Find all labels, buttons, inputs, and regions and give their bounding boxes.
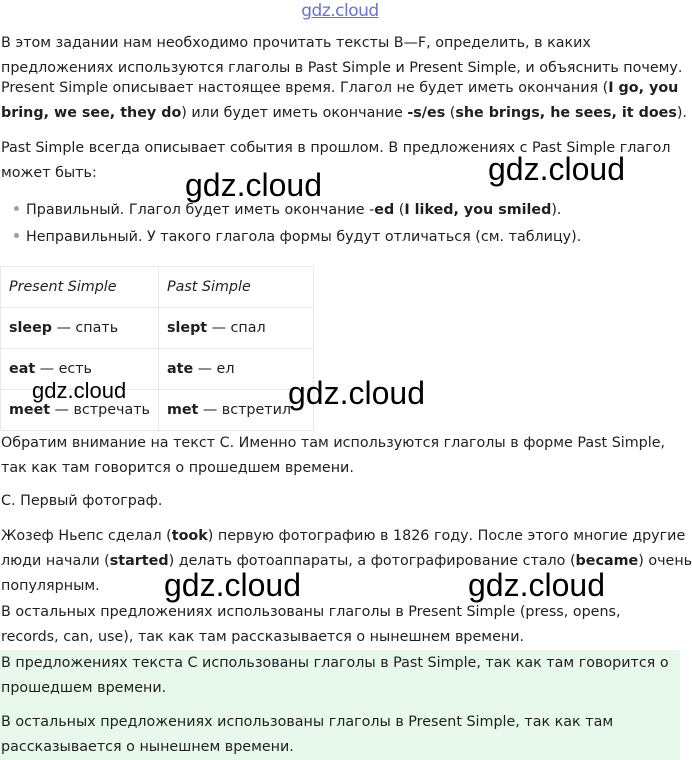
header-present: Present Simple — [1, 267, 159, 308]
verb-bold: took — [171, 528, 208, 544]
text-c-rest: В остальных предложениях использованы глаголы в Present Simple (press, opens, — [1, 604, 621, 620]
text-span: Present Simple описывает настоящее время. Глагол не будет иметь окончания ( — [1, 80, 609, 96]
verb-bold: eat — [9, 361, 36, 377]
verb-bold: meet — [9, 402, 51, 418]
text-span: ( — [445, 105, 456, 121]
bullet-irregular — [14, 225, 581, 250]
answer-line: рассказывается о нынешнем времени. — [1, 739, 294, 755]
watermark: gdz.cloud — [185, 167, 322, 203]
text-c-line: Обратим внимание на текст С. Именно там используются глаголы в форме Past Simple, — [1, 435, 666, 451]
text-c-title: С. Первый фотограф. — [1, 493, 163, 509]
site-link[interactable]: gdz.cloud — [301, 1, 379, 21]
text-span: ) очень — [638, 553, 692, 569]
text-span: люди начали ( — [1, 553, 110, 569]
example-bold: I liked, you smiled — [404, 202, 552, 218]
translation: — есть — [35, 361, 92, 377]
past-line: Past Simple всегда описывает события в прошлом. В предложениях с Past Simple глагол — [1, 140, 671, 156]
past-line: может быть: — [1, 165, 97, 181]
header-past: Past Simple — [158, 267, 313, 308]
translation: — спать — [52, 320, 119, 336]
intro-line: В этом задании нам необходимо прочитать тексты B—F, определить, в каких — [1, 35, 591, 51]
watermark: gdz.cloud — [468, 567, 605, 603]
example-bold: I go, you — [608, 80, 679, 96]
translation: — ел — [193, 361, 235, 377]
example-bold: she brings, he sees, it does — [455, 105, 677, 121]
table-header-row — [1, 267, 314, 308]
answer-line: прошедшем времени. — [1, 680, 167, 696]
verb-table — [0, 266, 314, 431]
text-span: Неправильный. У такого глагола формы будут отличаться (см. таблицу). — [26, 229, 582, 245]
translation: — встречать — [50, 402, 150, 418]
verb-bold: started — [109, 553, 169, 569]
table-cell — [1, 308, 159, 349]
text-c-sentence — [1, 524, 685, 549]
table-cell — [158, 308, 313, 349]
text-span: ). — [676, 105, 687, 121]
intro-line: предложениях используются глаголы в Past Simple и Present Simple, и объяснить почему. — [1, 60, 683, 76]
verb-bold: ate — [166, 361, 194, 377]
text-span: ( — [394, 202, 405, 218]
bullet-dot-icon — [14, 233, 19, 238]
answer-line: В предложениях текста С использованы глаголы в Past Simple, так как там говорится о — [1, 655, 669, 671]
intro-line — [1, 101, 687, 126]
answer-line: В остальных предложениях использованы глаголы в Present Simple, так как там — [1, 714, 614, 730]
text-span: ) или будет иметь окончание — [181, 105, 408, 121]
watermark: gdz.cloud — [488, 151, 625, 187]
text-c-sentence: популярным. — [1, 578, 100, 594]
example-bold: -s/es — [407, 105, 446, 121]
verb-bold: sleep — [9, 320, 53, 336]
verb-bold: slept — [166, 320, 208, 336]
watermark: gdz.cloud — [164, 567, 301, 603]
verb-bold: met — [166, 402, 199, 418]
text-span: Жозеф Ньепс сделал ( — [1, 528, 172, 544]
intro-line — [1, 76, 678, 101]
example-bold: bring, we see, they do — [1, 105, 182, 121]
translation: — спал — [207, 320, 266, 336]
watermark: gdz.cloud — [32, 378, 127, 403]
text-span: ) первую фотографию в 1826 году. После этого многие другие — [207, 528, 686, 544]
text-c-line: так как там говорится о прошедшем времени. — [1, 460, 354, 476]
text-span: ) делать фотоаппараты, а фотографирование стало ( — [168, 553, 576, 569]
watermark: gdz.cloud — [288, 375, 425, 411]
text-span: Правильный. Глагол будет иметь окончание - — [26, 202, 375, 218]
translation: — встретил — [198, 402, 292, 418]
table-row — [1, 308, 314, 349]
text-c-rest: records, can, use), так как там рассказывается о нынешнем времени. — [1, 629, 525, 645]
verb-bold: became — [575, 553, 639, 569]
text-span: ). — [551, 202, 562, 218]
bullet-dot-icon — [14, 206, 19, 211]
example-bold: ed — [374, 202, 395, 218]
